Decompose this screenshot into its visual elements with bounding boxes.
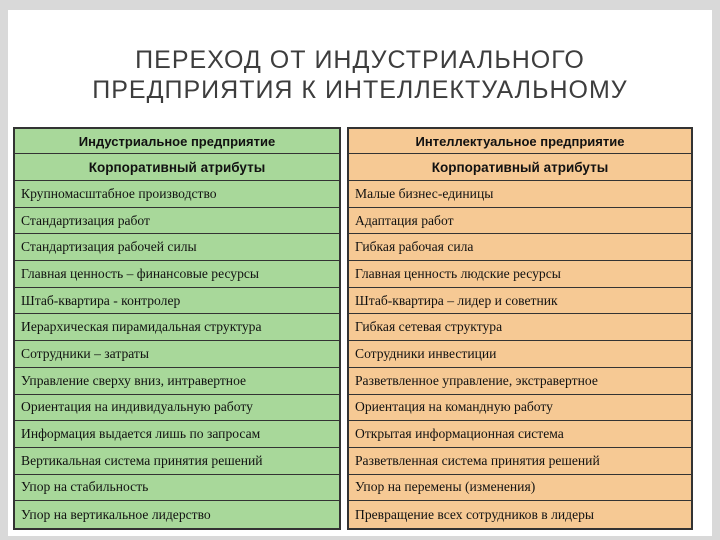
industrial-subheader: Корпоративный атрибуты [15,154,339,181]
table-row: Упор на вертикальное лидерство [21,506,211,522]
intellectual-table [347,127,693,530]
table-row: Разветвленное управление, экстравертное [349,368,691,395]
slide-title [0,45,720,105]
table-row: Главная ценность – финансовые ресурсы [15,261,339,288]
table-row: Стандартизация работ [15,208,339,235]
table-row: Управление сверху вниз, интравертное [15,368,339,395]
table-row: Гибкая сетевая структура [349,314,691,341]
intellectual-header: Интеллектуальное предприятие [349,129,691,154]
table-row: Малые бизнес-единицы [349,181,691,208]
table-row: Гибкая рабочая сила [349,234,691,261]
table-row: Ориентация на индивидуальную работу [15,395,339,422]
industrial-header: Индустриальное предприятие [15,129,339,154]
table-row: Вертикальная система принятия решений [15,448,339,475]
table-row: Иерархическая пирамидальная структура [15,314,339,341]
table-row: Штаб-квартира - контролер [15,288,339,315]
industrial-table [13,127,341,530]
table-row: Превращение всех сотрудников в лидеры [355,506,595,522]
table-row: Открытая информационная система [349,421,691,448]
table-row: Крупномасштабное производство [15,181,339,208]
table-row: Информация выдается лишь по запросам [15,421,339,448]
table-row: Штаб-квартира – лидер и советник [349,288,691,315]
title-line-2: ПРЕДПРИЯТИЯ К ИНТЕЛЛЕКТУАЛЬНОМУ [92,76,628,104]
title-line-1: ПЕРЕХОД ОТ ИНДУСТРИАЛЬНОГО [135,46,585,74]
table-row: Сотрудники – затраты [15,341,339,368]
table-row: Упор на перемены (изменения) [349,475,691,502]
table-row: Стандартизация рабочей силы [15,234,339,261]
intellectual-subheader: Корпоративный атрибуты [349,154,691,181]
table-row: Разветвленная система принятия решений [349,448,691,475]
table-row: Адаптация работ [349,208,691,235]
table-row: Сотрудники инвестиции [349,341,691,368]
table-row: Упор на стабильность [15,475,339,502]
table-row: Ориентация на командную работу [349,395,691,422]
table-row: Главная ценность людские ресурсы [349,261,691,288]
